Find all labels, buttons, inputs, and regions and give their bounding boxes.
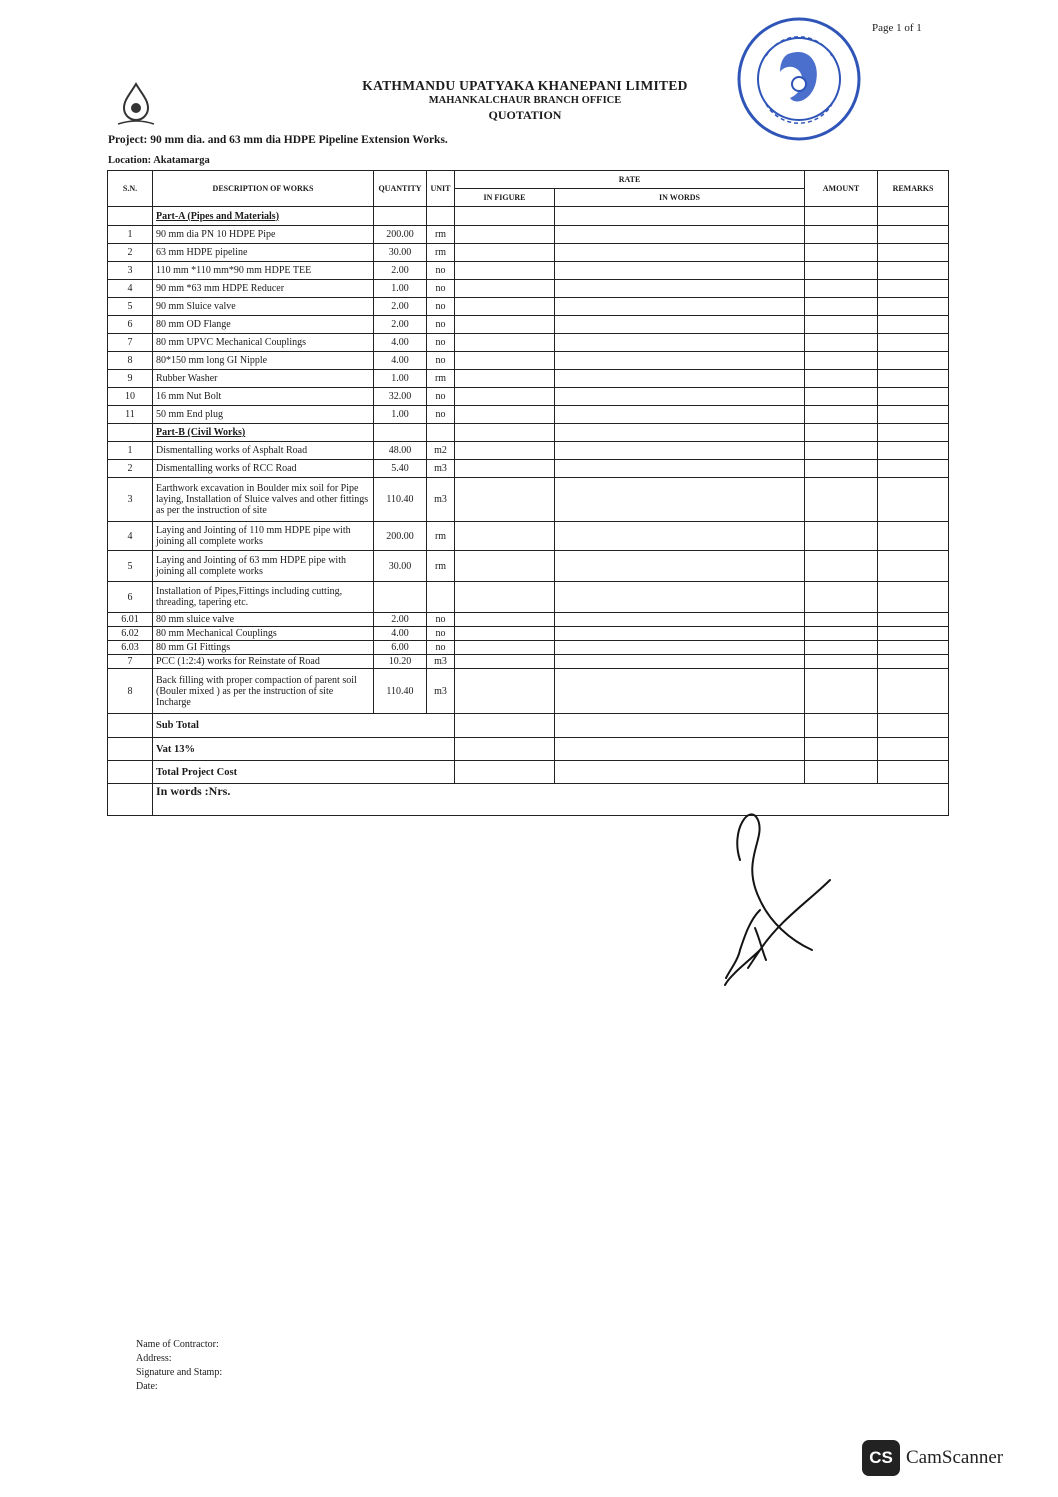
cell-amount — [805, 262, 878, 280]
table-row — [108, 627, 949, 641]
cell-amount — [805, 551, 878, 582]
cell-description: Dismentalling works of RCC Road — [153, 460, 374, 478]
cell-remarks — [878, 641, 949, 655]
cell-rate-figure — [455, 334, 555, 352]
cell-sn: 10 — [108, 388, 153, 406]
cell-sn: 4 — [108, 280, 153, 298]
contractor-date-label: Date: — [136, 1381, 158, 1392]
cell-description: Laying and Jointing of 63 mm HDPE pipe with joining all complete works — [153, 551, 374, 582]
cell-rate-figure — [455, 406, 555, 424]
table-row — [108, 460, 949, 478]
cell-remarks — [878, 551, 949, 582]
location-line — [108, 155, 210, 166]
cell-rate-figure — [455, 613, 555, 627]
cell-quantity: 110.40 — [374, 478, 427, 522]
cell-unit: m2 — [427, 442, 455, 460]
sub-total-label: Sub Total — [153, 714, 455, 738]
table-row — [108, 226, 949, 244]
table-row — [108, 442, 949, 460]
camscanner-brand: CamScanner — [906, 1447, 1004, 1468]
cell-empty — [455, 207, 555, 226]
official-stamp-icon — [736, 16, 862, 142]
location-value: Akatamarga — [153, 155, 210, 166]
cell-description: 80 mm Mechanical Couplings — [153, 627, 374, 641]
vat-label: Vat 13% — [153, 738, 455, 761]
cell-rate-words — [555, 669, 805, 714]
cell-unit: no — [427, 627, 455, 641]
cell-remarks — [878, 280, 949, 298]
cell-quantity: 30.00 — [374, 244, 427, 262]
cell-sn: 8 — [108, 352, 153, 370]
cell-unit: no — [427, 641, 455, 655]
cell-remarks — [878, 316, 949, 334]
cell-rate-words — [555, 761, 805, 784]
cell-sn: 2 — [108, 460, 153, 478]
cell-rate-figure — [455, 298, 555, 316]
cell-rate-figure — [455, 761, 555, 784]
cell-quantity: 2.00 — [374, 262, 427, 280]
table-row — [108, 582, 949, 613]
cell-amount — [805, 478, 878, 522]
cell-amount — [805, 280, 878, 298]
cell-remarks — [878, 714, 949, 738]
contractor-block — [136, 1338, 222, 1394]
cell-unit: rm — [427, 226, 455, 244]
cell-description: 16 mm Nut Bolt — [153, 388, 374, 406]
cell-rate-words — [555, 478, 805, 522]
page-number: Page 1 of 1 — [872, 22, 922, 34]
cell-quantity: 5.40 — [374, 460, 427, 478]
cell-unit — [427, 582, 455, 613]
cell-rate-figure — [455, 442, 555, 460]
cell-remarks — [878, 738, 949, 761]
table-row — [108, 262, 949, 280]
cell-rate-figure — [455, 738, 555, 761]
cell-remarks — [878, 460, 949, 478]
cell-quantity: 1.00 — [374, 370, 427, 388]
contractor-address-label: Address: — [136, 1353, 172, 1364]
cell-unit: m3 — [427, 478, 455, 522]
cell-sn — [108, 784, 153, 816]
cell-rate-words — [555, 522, 805, 551]
cell-rate-words — [555, 316, 805, 334]
cell-unit: m3 — [427, 460, 455, 478]
cell-unit: no — [427, 316, 455, 334]
cell-remarks — [878, 334, 949, 352]
cell-rate-words — [555, 551, 805, 582]
cell-amount — [805, 316, 878, 334]
cell-amount — [805, 627, 878, 641]
cell-remarks — [878, 761, 949, 784]
cell-sn: 5 — [108, 298, 153, 316]
cell-amount — [805, 582, 878, 613]
cell-description: 50 mm End plug — [153, 406, 374, 424]
cell-remarks — [878, 478, 949, 522]
cell-rate-figure — [455, 582, 555, 613]
quotation-table — [107, 170, 949, 816]
cell-rate-words — [555, 613, 805, 627]
table-row — [108, 298, 949, 316]
cell-unit: no — [427, 298, 455, 316]
cell-amount — [805, 641, 878, 655]
header-unit: UNIT — [427, 171, 455, 207]
cell-rate-words — [555, 641, 805, 655]
cell-empty — [427, 207, 455, 226]
cell-sn: 8 — [108, 669, 153, 714]
cell-sn: 2 — [108, 244, 153, 262]
header-remarks: REMARKS — [878, 171, 949, 207]
cell-empty — [555, 207, 805, 226]
cell-rate-figure — [455, 551, 555, 582]
cell-rate-words — [555, 388, 805, 406]
cell-amount — [805, 761, 878, 784]
cell-sn — [108, 424, 153, 442]
cell-empty — [878, 207, 949, 226]
cell-amount — [805, 655, 878, 669]
cell-quantity: 200.00 — [374, 226, 427, 244]
cell-remarks — [878, 262, 949, 280]
table-row — [108, 641, 949, 655]
cell-description: PCC (1:2:4) works for Reinstate of Road — [153, 655, 374, 669]
cell-remarks — [878, 406, 949, 424]
cell-unit: no — [427, 388, 455, 406]
cell-quantity: 48.00 — [374, 442, 427, 460]
contractor-name-label: Name of Contractor: — [136, 1339, 219, 1350]
camscanner-watermark — [862, 1440, 1003, 1476]
header-rate: RATE — [455, 171, 805, 189]
table-row — [108, 613, 949, 627]
cell-quantity: 4.00 — [374, 627, 427, 641]
cell-sn — [108, 738, 153, 761]
cell-rate-figure — [455, 641, 555, 655]
water-drop-logo-icon — [112, 80, 160, 128]
cell-rate-figure — [455, 352, 555, 370]
cell-amount — [805, 334, 878, 352]
table-body — [108, 207, 949, 816]
cell-quantity: 4.00 — [374, 352, 427, 370]
cell-amount — [805, 388, 878, 406]
cell-amount — [805, 669, 878, 714]
header-in-figure: IN FIGURE — [455, 189, 555, 207]
cell-rate-figure — [455, 460, 555, 478]
cell-description: Installation of Pipes,Fittings including cutting, threading, tapering etc. — [153, 582, 374, 613]
cell-rate-figure — [455, 280, 555, 298]
cell-description: Earthwork excavation in Boulder mix soil for Pipe laying, Installation of Sluice valves and other fittings as per the instruction of site — [153, 478, 374, 522]
table-row — [108, 478, 949, 522]
cell-rate-words — [555, 280, 805, 298]
cell-quantity: 110.40 — [374, 669, 427, 714]
cell-empty — [374, 207, 427, 226]
cell-remarks — [878, 352, 949, 370]
table-row — [108, 280, 949, 298]
cell-rate-words — [555, 226, 805, 244]
branch-name: MAHANKALCHAUR BRANCH OFFICE — [428, 95, 622, 106]
cell-sn: 3 — [108, 262, 153, 280]
table-row — [108, 244, 949, 262]
cell-quantity: 200.00 — [374, 522, 427, 551]
cell-empty — [805, 207, 878, 226]
cell-remarks — [878, 655, 949, 669]
section-row — [108, 207, 949, 226]
table-row — [108, 334, 949, 352]
cell-quantity: 30.00 — [374, 551, 427, 582]
cell-amount — [805, 613, 878, 627]
document-type: QUOTATION — [488, 108, 562, 122]
cell-rate-figure — [455, 262, 555, 280]
table-row — [108, 522, 949, 551]
project-label: Project: — [108, 134, 148, 146]
cell-quantity: 10.20 — [374, 655, 427, 669]
cell-description: 80 mm OD Flange — [153, 316, 374, 334]
cell-description: 90 mm dia PN 10 HDPE Pipe — [153, 226, 374, 244]
cell-amount — [805, 406, 878, 424]
cell-unit: no — [427, 262, 455, 280]
cell-unit: no — [427, 406, 455, 424]
organization-name: KATHMANDU UPATYAKA KHANEPANI LIMITED — [362, 78, 688, 93]
cell-amount — [805, 738, 878, 761]
cell-rate-words — [555, 582, 805, 613]
cell-empty — [805, 424, 878, 442]
cell-empty — [455, 424, 555, 442]
cell-sn: 7 — [108, 655, 153, 669]
cell-sn: 7 — [108, 334, 153, 352]
cell-amount — [805, 460, 878, 478]
cell-rate-figure — [455, 370, 555, 388]
cell-remarks — [878, 370, 949, 388]
table-row — [108, 316, 949, 334]
cell-unit: m3 — [427, 655, 455, 669]
cell-rate-figure — [455, 388, 555, 406]
contractor-signature-label: Signature and Stamp: — [136, 1367, 223, 1378]
cell-remarks — [878, 226, 949, 244]
cell-description: 80 mm sluice valve — [153, 613, 374, 627]
cell-amount — [805, 352, 878, 370]
cell-remarks — [878, 669, 949, 714]
cell-amount — [805, 442, 878, 460]
cell-remarks — [878, 298, 949, 316]
cell-sn: 11 — [108, 406, 153, 424]
header-amount: AMOUNT — [805, 171, 878, 207]
cell-quantity — [374, 582, 427, 613]
cell-amount — [805, 522, 878, 551]
cell-sn: 5 — [108, 551, 153, 582]
table-row — [108, 352, 949, 370]
cell-quantity: 6.00 — [374, 641, 427, 655]
cell-rate-figure — [455, 522, 555, 551]
section-row — [108, 424, 949, 442]
header-description: DESCRIPTION OF WORKS — [153, 171, 374, 207]
cell-unit: rm — [427, 244, 455, 262]
cell-sn: 6.02 — [108, 627, 153, 641]
cell-rate-figure — [455, 627, 555, 641]
cell-sn: 4 — [108, 522, 153, 551]
cell-quantity: 2.00 — [374, 316, 427, 334]
cell-rate-words — [555, 298, 805, 316]
cell-amount — [805, 370, 878, 388]
cell-rate-figure — [455, 478, 555, 522]
cell-description: 110 mm *110 mm*90 mm HDPE TEE — [153, 262, 374, 280]
cell-unit: no — [427, 613, 455, 627]
cell-rate-figure — [455, 244, 555, 262]
cell-rate-words — [555, 370, 805, 388]
cell-rate-words — [555, 442, 805, 460]
cell-rate-words — [555, 352, 805, 370]
cell-amount — [805, 298, 878, 316]
cell-sn: 3 — [108, 478, 153, 522]
cell-empty — [555, 424, 805, 442]
cell-rate-figure — [455, 316, 555, 334]
cell-description: 80 mm UPVC Mechanical Couplings — [153, 334, 374, 352]
cell-remarks — [878, 522, 949, 551]
cell-remarks — [878, 613, 949, 627]
cell-rate-figure — [455, 669, 555, 714]
cell-empty — [878, 424, 949, 442]
cell-sn: 6.03 — [108, 641, 153, 655]
cell-sn: 1 — [108, 226, 153, 244]
cell-sn: 9 — [108, 370, 153, 388]
cell-description: Back filling with proper compaction of parent soil (Bouler mixed ) as per the instruction of site Incharge — [153, 669, 374, 714]
cell-unit: no — [427, 334, 455, 352]
cell-sn — [108, 714, 153, 738]
cell-rate-words — [555, 738, 805, 761]
cell-unit: m3 — [427, 669, 455, 714]
table-row — [108, 370, 949, 388]
part-a-title: Part-A (Pipes and Materials) — [153, 207, 374, 226]
cell-description: 80*150 mm long GI Nipple — [153, 352, 374, 370]
in-words-label: In words :Nrs. — [153, 784, 949, 816]
header-sn: S.N. — [108, 171, 153, 207]
cell-sn: 6 — [108, 316, 153, 334]
table-row — [108, 406, 949, 424]
document-header — [300, 78, 750, 123]
table-row — [108, 655, 949, 669]
cell-unit: no — [427, 280, 455, 298]
cell-rate-words — [555, 460, 805, 478]
cell-quantity: 1.00 — [374, 280, 427, 298]
location-label: Location: — [108, 155, 152, 166]
cell-description: Rubber Washer — [153, 370, 374, 388]
total-row — [108, 714, 949, 738]
cell-amount — [805, 226, 878, 244]
cell-remarks — [878, 627, 949, 641]
cell-sn: 6 — [108, 582, 153, 613]
cell-empty — [374, 424, 427, 442]
cell-rate-words — [555, 262, 805, 280]
cell-sn — [108, 761, 153, 784]
cell-amount — [805, 714, 878, 738]
camscanner-badge-icon: CS — [862, 1440, 900, 1476]
cell-unit: rm — [427, 370, 455, 388]
cell-empty — [427, 424, 455, 442]
cell-remarks — [878, 244, 949, 262]
project-value: 90 mm dia. and 63 mm dia HDPE Pipeline Extension Works. — [150, 134, 448, 146]
table-row — [108, 551, 949, 582]
cell-rate-words — [555, 627, 805, 641]
cell-rate-words — [555, 655, 805, 669]
cell-description: 90 mm *63 mm HDPE Reducer — [153, 280, 374, 298]
header-quantity: QUANTITY — [374, 171, 427, 207]
cell-remarks — [878, 442, 949, 460]
cell-quantity: 4.00 — [374, 334, 427, 352]
cell-unit: rm — [427, 551, 455, 582]
cell-amount — [805, 244, 878, 262]
cell-unit: rm — [427, 522, 455, 551]
cell-rate-words — [555, 244, 805, 262]
cell-rate-words — [555, 406, 805, 424]
cell-description: Dismentalling works of Asphalt Road — [153, 442, 374, 460]
cell-description: 90 mm Sluice valve — [153, 298, 374, 316]
header-in-words: IN WORDS — [555, 189, 805, 207]
table-row — [108, 388, 949, 406]
total-project-cost-label: Total Project Cost — [153, 761, 455, 784]
cell-quantity: 1.00 — [374, 406, 427, 424]
cell-unit: no — [427, 352, 455, 370]
cell-quantity: 2.00 — [374, 613, 427, 627]
cell-sn: 1 — [108, 442, 153, 460]
cell-quantity: 2.00 — [374, 298, 427, 316]
cell-remarks — [878, 582, 949, 613]
cell-description: Laying and Jointing of 110 mm HDPE pipe with joining all complete works — [153, 522, 374, 551]
total-row — [108, 738, 949, 761]
handwritten-signature — [700, 800, 850, 990]
cell-rate-figure — [455, 655, 555, 669]
cell-sn — [108, 207, 153, 226]
cell-description: 80 mm GI Fittings — [153, 641, 374, 655]
cell-sn: 6.01 — [108, 613, 153, 627]
table-row — [108, 669, 949, 714]
cell-remarks — [878, 388, 949, 406]
total-row — [108, 761, 949, 784]
part-b-title: Part-B (Civil Works) — [153, 424, 374, 442]
cell-description: 63 mm HDPE pipeline — [153, 244, 374, 262]
cell-quantity: 32.00 — [374, 388, 427, 406]
cell-rate-figure — [455, 714, 555, 738]
project-line — [108, 134, 448, 146]
cell-rate-figure — [455, 226, 555, 244]
cell-rate-words — [555, 714, 805, 738]
cell-rate-words — [555, 334, 805, 352]
